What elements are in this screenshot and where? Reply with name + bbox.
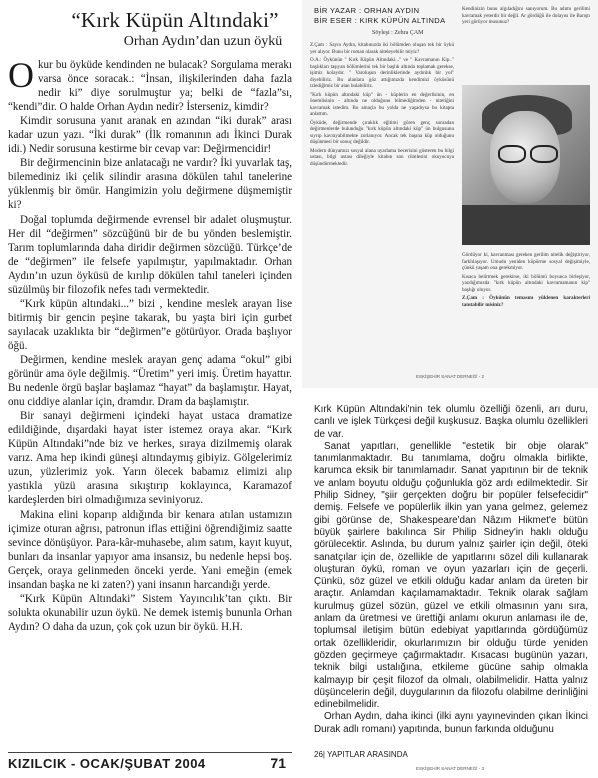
drop-cap: O [8, 55, 34, 95]
interview-para: Z.Çam : Sayın Aydın, kitabınızda iki bölümden oluşan tek bir öykü yer alıyor. Bunu bir roman olarak niteleyebilir miyiz? [310, 42, 454, 55]
paragraph-9: “Kırk Küpün Altındaki” Sistem Yayıncılık’tan çıktı. Bir solukta okunabilir uzun öykü. Ne demek istemiş bununla Orhan Aydın? O daha da uzun, çok çok uzun bir öykü. H.H. [8, 592, 292, 633]
review-para: Sanat yapıtları, genellikle "estetik bir obje olarak" tanımlanmaktadır. Bu tanımlama, doğru olmakla birlikte, karumca eksik bir tanımlamadır. Sanat yapıtının bir de teknik ve anlam boyutu olduğu çoğunlukla göz ardı edilmektedir. Sir Philip Sidney, "şiir gerçekten doğru bir popüler felsefecidir" demiş. Felsefe ve popülerlik ilkin yan yana gelmez, gelemez gibi görünse de, Shakespeare'dan Nâzım Hikmet'e bütün büyük şairlere bakılınca Sir Philip Sidney'in haklı olduğu görülecektir. Aslında, bu durum yalnız şairler için değil, öteki sanatçılar için de, özellikle de yapıtlarını sözel dili kullanarak oluşturan öykü, roman ve oyun yazarları için de geçerli. Çünkü, söz güzel ve etkili olduğu kadar anlam da üreten bir araçtır. Anlamdan kaçılamamaktadır. Teknik olarak sağlam kurulmuş güzel sözün, güzel ve etkili olmasının yanı sıra, anlam da üretmesi ve ürettiği anlamı okurun anlaması ile de, toplumsal iletişim bütün edebiyat yapıtlarında gördüğümüz ortak özellikleridir, okurlarımızın bir olduğu türde yeniden gözden geçirmeye çağırmaktadır. Kısacası bugünün yazarı, teknik bilgi ustalığına, etkileme gücüne sahip olmakla kalmayıp bir çeşit filozof da olmalı, olabilmelidir. Hatta yalnız düşüncelerin değil, duygularının da filozofu olabilme derinliğini edinebilmelidir. [314, 440, 588, 711]
page-number: 71 [270, 755, 286, 771]
interview-para: Öyküde, değirmende çıraklık eğitimi gören genç sonradan değirmenlerde bulunduğu "kırk küpün altındaki küp" ün bulgusunu sıyrıp kavrayabilmekte zorlanıyor. Ancak tek başına küp olduğunu düşünmesi bir sonuç değildir. [310, 119, 454, 145]
review-page [302, 394, 598, 778]
page-footer [8, 752, 292, 773]
interview-para: Gördüyor ki, kavranması gereken gerilim nitelik değiştiriyor, farklılaşıyor. Umudu yeniden köpürme sosyal değişimiyle, çünkü yaşam ona gerekmiyor. [462, 252, 590, 271]
review-para: Kırk Küpün Altındaki'nin tek olumlu özelliği özenli, arı duru, canlı ve işlek Türkçesi değil kuşkusuz. Başka olumlu özellikleri de var. [314, 404, 588, 440]
article-body [8, 55, 292, 634]
review-body [314, 404, 588, 736]
paragraph-3: Bir değirmencinin bize anlatacağı ne vardır? İki yuvarlak taş, bilemediniz iki çelik silindir arasına dökülen tahıl tanelerine yüklenmiş bir ömür. Hangimizin yolu değirmene düşmemiştir ki? [8, 157, 292, 212]
interview-footer: ESKİŞEHİR SANAT DERNEĞİ - 2 [415, 374, 485, 379]
paragraph-7: Bir sanayi değirmeni içindeki hayat ustaca dramatize edildiğinde, dışardaki hayat ister istemez oraya akar. “Kırk Küpün Altındaki”nde biz ve herkes, sıraya dizilmemiş olarak varız. Ama hep ikindi güneşi altındaymış gibiyiz. Gölgelerimiz uzun, yüzlerimiz yok. Yarın ölecek babamız elimizi alıp yastıkla yüzü arasına sıkıştırıp koklayınca, Karamazof kardeşlerden biri olmadığımıza seviniyoruz. [8, 410, 292, 507]
interview-para: Kısaca belirtmek gerekirse, iki bölümü boyunca birleşiyor, yazdığımızda "kırk küpün altındaki kavramamanın kip" başlığı oluyor. [462, 273, 590, 293]
review-para: Orhan Aydın, daha ikinci (ilki aynı yayınevinden çıkan İkinci Durak adlı romanı) yapıtında, bunun farkında olduğunu [314, 711, 588, 735]
review-section-label: 26| YAPITLAR ARASINDA [314, 750, 408, 759]
magazine-name: KIZILCIK - OCAK/ŞUBAT 2004 [8, 756, 206, 771]
paragraph-5: “Kırk küpün altındaki...” bizi , kendine meslek arayan lise bitirmiş bir gencin peşine takarak, bu yaşta biri için gurbet sayılacak uzaklıkta bir “değirmen”e götürüyor. Orada başlıyor öğü. [8, 297, 292, 352]
interview-column-2-top [462, 6, 590, 28]
interview-header [314, 6, 446, 26]
header-work: BİR ESER : KIRK KÜPÜN ALTINDA [314, 16, 446, 25]
author-photo [462, 85, 590, 245]
paragraph-2: Kimdir sorusuna yanıt aranak en azından “iki durak” arası kadar uzun yazı. “İki durak” (İlk romanının adı İkinci Durak idi.) Nedir sorusuna kestirme bir cevap var: Değirmencidir! [8, 115, 292, 156]
header-author: BİR YAZAR : ORHAN AYDIN [314, 6, 420, 15]
paragraph-1: Okur bu öyküde kendinden ne bulacak? Sorgulama merakı varsa önce soracak.: “İnsan, ilişkilerinden daha fazla nedir ki” diye sorulmuştur ya; belki de “fazla”sı, “kendi”dir. O halde Orhan Aydın nedir? İsterseniz, kimdir? [8, 55, 292, 114]
interview-question: Z.Çam : Öykünün temasını yüklenen karakterleri tanıtabilir misiniz? [462, 295, 590, 308]
review-footer: ESKİŞEHİR SANAT DERNEĞİ - 3 [415, 766, 485, 771]
paragraph-4: Doğal toplumda değirmende evrensel bir adalet oluşmuştur. Her dil “değirmen” sözcüğünü bir de bu yönden beslemiştir. Tarım toplumlarında daha diridir değirmen sözcüğü. Türkçe’de de “değirmen” ile felsefe yapılmıştır, yapılmaktadır. Orhan Aydın’ın uzun öyküsü de kırılıp dökülen tahıl taneleri içinden süzülmüş bir filozofik nefes tadı vermektedir. [8, 213, 292, 296]
article-title: “Kırk Küpün Altındaki” [71, 8, 279, 32]
interview-para: Modern dünyamızı sosyal alana uyarlama becerisini gösteren bu bilgi ustası, bilgi ustası dileğiyle kitabın son cümlesini okuyucuya düşündürmektedir. [310, 147, 454, 167]
interviewer: Söyleşi : Zehra ÇAM [372, 30, 424, 36]
interview-para: Kendinizin bunu algıladığını sanıyorum. Bu adımı gerilimi kavramak yeterdir bir değil. Ar gördüğü ile dolayısı ile Barıştı yeri görüyor musunuz? [462, 6, 590, 25]
interview-page [302, 0, 598, 388]
article-subtitle: Orhan Aydın’dan uzun öykü [123, 34, 283, 49]
interview-column-1 [310, 42, 454, 169]
paragraph-6: Değirmen, kendine meslek arayan genç adama “okul” gibi görünür ama öyle değilmiş. “Üretim” yeri imiş. Üretim hayattır. Bu nedenle örgü başlar başlamaz “hayat” da başlamıştır. Hayat, onu ciddiye alanlar için, dramdır. Dram da başlamıştır. [8, 353, 292, 409]
interview-column-2 [462, 252, 590, 310]
interview-para: "Kırk küpün altındaki küp" ün - küplerin en değerlisinin, en önemlisinin - altında ne olduğunu bilmediğimden - niteliğini kavramak istedim. Bu amaçla bu yolda ne yaşadıysa bu kitapta anlattım. [310, 91, 454, 117]
interview-para: O.A.: Öykünün " Kırk Küpün Altındaki..." ve " Kavramanın Kip.." başlıkları taşıyan bölümlerini tek bir başlık altında toplamak gerekse, işimiz kolaydır. " Varoluşun derinliklerinde aydınlık bir yol" diyebiliriz. Bu alanlara göz attığımızda kendimizi öyküsünü izlediğimiz bir alan bulabiliriz. [310, 57, 454, 89]
paragraph-8: Makina elini koparıp aldığında bir kenara atılan ustamızın içimize oturan ağrısı, patronun iflas ettiğini öğrendiğimiz saatte sevince dönüşüyor. Para-kâr-muhasebe, alım satım, kayıt kuyut, bunları da insanlar yapıyor ama insansız, bu nedenle hepsi boş. Gerçek, oraya gelinmeden önceki yerde. Yani emeğin (emek insandan başka ne ki zaten?) yani insanın harcandığı yerde. [8, 508, 292, 591]
